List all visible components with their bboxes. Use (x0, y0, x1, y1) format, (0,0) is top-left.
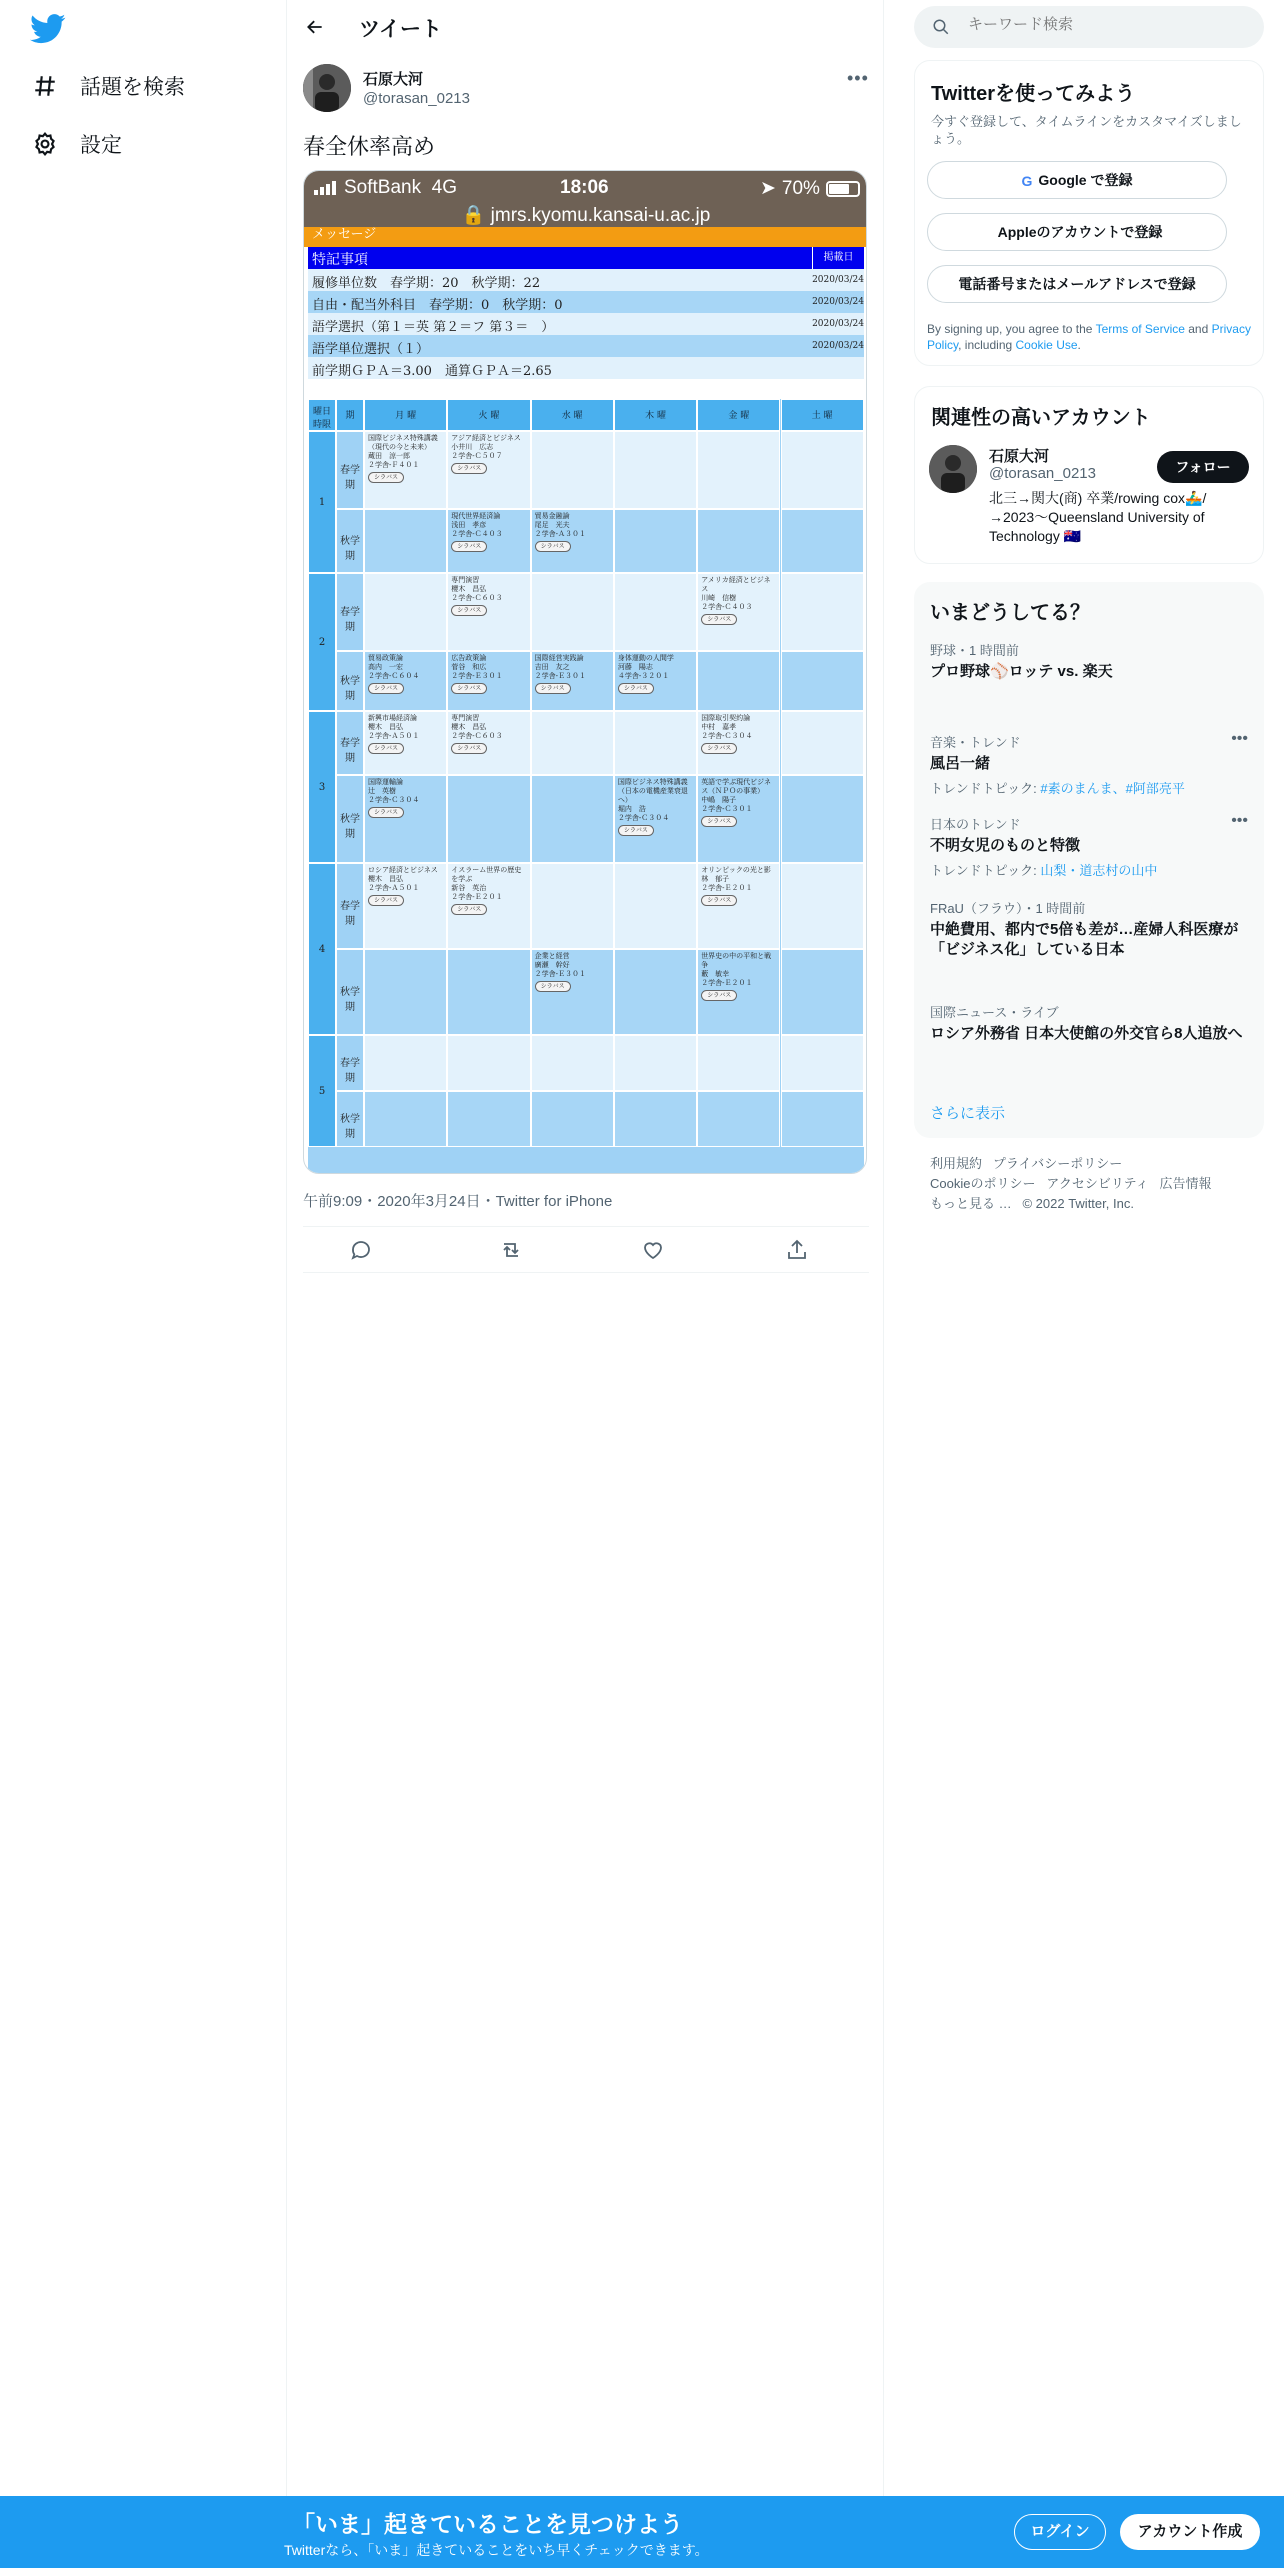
page-title: ツイート (359, 18, 442, 41)
timetable-day-header: 木 曜 (614, 399, 697, 431)
notice-row (308, 357, 864, 379)
course-text: アジア経済とビジネス 小井川 広志 ２学舎-Ｃ５０７ (451, 434, 521, 460)
left-nav (0, 0, 286, 2568)
notice-header (308, 247, 864, 269)
trend-topic-link[interactable]: 山梨・道志村の山中 (1040, 863, 1158, 878)
course-cell[interactable] (447, 863, 530, 949)
footer-privacy[interactable]: プライバシーポリシー (992, 1156, 1123, 1171)
course-text: イスラーム世界の歴史を学ぶ 新谷 英治 ２学舎-Ｅ２０１ (451, 866, 522, 901)
notice-date-header: 掲載日 (812, 247, 864, 269)
timetable-term: 秋学期 (336, 509, 364, 573)
trend-more-icon[interactable]: ••• (1231, 730, 1248, 747)
notice-text: 語学選択（第１＝英 第２＝フ 第３＝ ） (312, 320, 555, 335)
related-handle[interactable]: @torasan_0213 (989, 465, 1096, 482)
show-more-link[interactable]: さらに表示 (930, 1105, 1006, 1122)
timetable-slot[interactable] (447, 775, 530, 863)
timetable-day-header: 月 曜 (364, 399, 447, 431)
timetable-term: 春学期 (336, 863, 364, 949)
course-cell[interactable] (614, 651, 697, 711)
share-icon[interactable] (785, 1238, 809, 1262)
footer-copyright: © 2022 Twitter, Inc. (1022, 1196, 1134, 1211)
timetable-slot[interactable] (364, 1091, 447, 1147)
signup-button[interactable]: アカウント作成 (1120, 2514, 1260, 2550)
back-button[interactable] (301, 13, 329, 41)
timetable-period: 1 (308, 431, 336, 573)
notice-date (812, 357, 864, 379)
course-cell[interactable] (364, 711, 447, 775)
syllabus-button[interactable]: シラバス (451, 743, 487, 754)
bottom-signup-bar (0, 2496, 1284, 2568)
footer-terms[interactable]: 利用規約 (930, 1156, 983, 1171)
timetable-slot[interactable] (364, 949, 447, 1035)
author-name[interactable]: 石原大河 (363, 71, 424, 88)
syllabus-button[interactable]: シラバス (701, 895, 737, 906)
timetable-slot[interactable] (781, 431, 864, 509)
trend-name: 不明女児のものと特徴 (930, 837, 1081, 854)
notice-date: 2020/03/24 (812, 275, 864, 285)
timetable-slot[interactable] (697, 509, 780, 573)
battery-level: 70% (781, 177, 820, 199)
trend-item[interactable] (930, 640, 1250, 682)
related-title: 関連性の高いアカウント (931, 407, 1151, 429)
course-text: 国際経営実践論 吉田 友之 ２学舎-Ｅ３０１ (534, 654, 586, 680)
course-cell[interactable] (531, 949, 614, 1035)
course-text: 現代世界経済論 浅田 孝彦 ２学舎-Ｃ４０３ (451, 512, 503, 538)
trend-topic-prefix: トレンドトピック: (930, 863, 1041, 878)
timetable-day-header: 火 曜 (447, 399, 530, 431)
trend-context: 野球・1 時間前 (930, 643, 1019, 658)
course-cell[interactable] (364, 863, 447, 949)
timetable-slot[interactable] (781, 1091, 864, 1147)
syllabus-button[interactable]: シラバス (535, 981, 571, 992)
tweet-image[interactable] (303, 170, 867, 1174)
syllabus-button[interactable]: シラバス (451, 541, 487, 552)
course-cell[interactable] (614, 775, 697, 863)
notice-date: 2020/03/24 (812, 341, 864, 351)
apple-signup-button[interactable] (927, 213, 1227, 251)
course-cell[interactable] (697, 863, 780, 949)
trend-topic (930, 860, 1250, 879)
course-text: 身体運動の人間学 河藤 陽志 ４学舎-３２０１ (617, 654, 674, 680)
related-bio: 北三→関大(商) 卒業/rowing cox🚣‍♂️/→2023〜Queensland University of Technology 🇦🇺 (989, 490, 1207, 544)
syllabus-button[interactable]: シラバス (368, 807, 404, 818)
google-icon: G (1021, 173, 1033, 190)
timetable-slot[interactable] (781, 775, 864, 863)
notice-date: 2020/03/24 (812, 297, 864, 307)
timetable-slot[interactable] (447, 1035, 530, 1091)
timetable-slot[interactable] (781, 1035, 864, 1091)
footer-cookie[interactable]: Cookieのポリシー (930, 1176, 1036, 1191)
timetable-slot[interactable] (531, 863, 614, 949)
course-text: 新興市場経済論 櫻木 昌弘 ２学舎-Ａ５０１ (368, 714, 420, 740)
course-cell[interactable] (447, 711, 530, 775)
signup-title: Twitterを使ってみよう (931, 83, 1136, 105)
timetable-slot[interactable] (697, 1035, 780, 1091)
timetable-slot[interactable] (364, 509, 447, 573)
timetable-corner: 曜日 時限 (308, 399, 336, 431)
course-cell[interactable] (697, 949, 780, 1035)
syllabus-button[interactable]: シラバス (368, 895, 404, 906)
course-cell[interactable] (447, 573, 530, 651)
trend-context: 音楽・トレンド (930, 735, 1021, 750)
notice-text: 自由・配当外科目 春学期：0 秋学期：0 (312, 298, 563, 313)
network-label: 4G (431, 177, 458, 198)
tweet-meta: 午前9:09・2020年3月24日・Twitter for iPhone (303, 1193, 613, 1210)
timetable-slot[interactable] (531, 431, 614, 509)
trend-name: 風呂一緒 (930, 755, 991, 772)
notice-text: 履修単位数 春学期：20 秋学期：22 (312, 276, 541, 291)
right-sidebar (884, 0, 1284, 2568)
course-cell[interactable] (364, 431, 447, 509)
more-options-icon[interactable]: ••• (847, 68, 869, 88)
phone-signup-button[interactable] (927, 265, 1227, 303)
retweet-icon[interactable] (499, 1238, 523, 1262)
notice-row (308, 313, 864, 335)
trend-name: 中絶費用、都内で5倍も差が…産婦人科医療が「ビジネス化」している日本 (930, 921, 1239, 958)
course-text: 世界史の中の平和と戦争 藪 敏幸 ２学舎-Ｅ２０１ (701, 952, 772, 987)
timetable-slot[interactable] (447, 949, 530, 1035)
trend-name: プロ野球⚾ロッテ vs. 楽天 (930, 663, 1113, 680)
timetable-slot[interactable] (364, 1035, 447, 1091)
trend-topic (930, 778, 1250, 797)
legal-and: and (1184, 322, 1212, 336)
timetable-slot[interactable] (531, 775, 614, 863)
notice-row (308, 269, 864, 291)
notice-text: 前学期ＧＰＡ＝3.00 通算ＧＰＡ＝2.65 (312, 364, 552, 379)
phone-signup-label: 電話番号またはメールアドレスで登録 (958, 276, 1196, 292)
tweet-actions (303, 1228, 869, 1272)
hashtag-icon (32, 73, 58, 99)
reply-icon[interactable] (349, 1238, 373, 1262)
syllabus-button[interactable]: シラバス (701, 990, 737, 1001)
course-text: 企業と経営 廣瀬 幹好 ２学舎-Ｅ３０１ (534, 952, 586, 978)
follow-button[interactable]: フォロー (1157, 451, 1249, 483)
notice-title: 特記事項 (312, 252, 368, 268)
course-text: 国際ビジネス特殊講義 （日本の電機産業衰退へ） 堀内 浩 ２学舎-Ｃ３０４ (617, 778, 688, 822)
nav-settings[interactable] (32, 124, 122, 164)
trend-item[interactable] (930, 1002, 1250, 1044)
syllabus-button[interactable]: シラバス (535, 541, 571, 552)
course-text: ロシア経済とビジネス 櫻木 昌弘 ２学舎-Ａ５０１ (368, 866, 438, 892)
related-name[interactable]: 石原大河 (989, 448, 1050, 465)
legal-including: , including (958, 338, 1016, 352)
signup-subtitle: 今すぐ登録して、タイムラインをカスタマイズしましょう。 (931, 114, 1242, 146)
notice-row (308, 335, 864, 357)
timetable-term: 秋学期 (336, 651, 364, 711)
status-time: 18:06 (560, 177, 609, 198)
timetable-term: 春学期 (336, 1035, 364, 1091)
timetable-slot[interactable] (531, 573, 614, 651)
timetable-slot[interactable] (614, 1035, 697, 1091)
google-signup-button[interactable] (927, 161, 1227, 199)
syllabus-button[interactable]: シラバス (451, 605, 487, 616)
timetable-slot[interactable] (697, 1091, 780, 1147)
course-cell[interactable] (364, 651, 447, 711)
terms-link[interactable]: Terms of Service (1095, 322, 1185, 336)
syllabus-button[interactable]: シラバス (368, 743, 404, 754)
trend-context: 日本のトレンド (930, 817, 1021, 832)
timetable-period: 2 (308, 573, 336, 711)
url-label: jmrs.kyomu.kansai-u.ac.jp (490, 205, 711, 226)
course-text: 専門演習 櫻木 昌弘 ２学舎-Ｃ６０３ (451, 576, 503, 602)
timetable-term: 秋学期 (336, 775, 364, 863)
bottom-bar-title: 「いま」起きていることを見つけよう (292, 2511, 683, 2537)
timetable-slot[interactable] (781, 509, 864, 573)
trends-card (914, 582, 1264, 1138)
trend-topic-prefix: トレンドトピック: (930, 781, 1041, 796)
course-text: 英語で学ぶ現代ビジネス（ＮＰＯの事業） 中嶋 陽子 ２学舎-Ｃ３０１ (701, 778, 771, 813)
timetable-slot[interactable] (531, 1035, 614, 1091)
timetable-period: 4 (308, 863, 336, 1035)
timetable-slot[interactable] (364, 573, 447, 651)
timetable-slot[interactable] (781, 651, 864, 711)
cookie-link[interactable]: Cookie Use (1015, 338, 1078, 352)
syllabus-button[interactable]: シラバス (451, 904, 487, 915)
apple-signup-label: Appleのアカウントで登録 (997, 224, 1163, 240)
course-cell[interactable] (447, 509, 530, 573)
syllabus-button[interactable]: シラバス (451, 463, 487, 474)
course-text: 貿易政策論 高内 一宏 ２学舎-Ｃ６０４ (368, 654, 420, 680)
course-text: オリンピックの光と影 林 郁子 ２学舎-Ｅ２０１ (701, 866, 771, 892)
nav-explore[interactable] (32, 66, 185, 106)
location-icon: ➤ (760, 178, 776, 199)
nav-explore-label: 話題を検索 (80, 76, 185, 99)
timetable-term: 秋学期 (336, 949, 364, 1035)
timetable-slot[interactable] (781, 949, 864, 1035)
main-column (286, 0, 884, 2568)
arrow-left-icon (305, 17, 325, 37)
trend-item[interactable] (930, 814, 1250, 879)
timetable-slot[interactable] (614, 949, 697, 1035)
trend-item[interactable] (930, 898, 1250, 960)
divider (303, 1226, 869, 1227)
search-icon (932, 18, 950, 36)
timetable-term: 秋学期 (336, 1091, 364, 1147)
trend-item[interactable] (930, 732, 1250, 797)
signup-card (914, 60, 1264, 366)
lock-icon: 🔒 (461, 205, 486, 226)
timetable-slot[interactable] (697, 431, 780, 509)
like-icon[interactable] (641, 1238, 665, 1262)
timetable-slot[interactable] (781, 863, 864, 949)
tweet-text: 春全休率高め (303, 134, 436, 159)
course-cell[interactable] (364, 775, 447, 863)
course-cell[interactable] (697, 711, 780, 775)
course-text: 専門演習 櫻木 昌弘 ２学舎-Ｃ６０３ (451, 714, 503, 740)
course-cell[interactable] (531, 651, 614, 711)
gear-icon (32, 131, 58, 157)
syllabus-button[interactable]: シラバス (368, 683, 404, 694)
timetable-slot[interactable] (614, 573, 697, 651)
phone-status-bar (304, 171, 867, 227)
timetable (308, 399, 864, 1174)
syllabus-button[interactable]: シラバス (618, 683, 654, 694)
course-text: 貿易金融論 尾足 光夫 ２学舎-Ａ３０１ (534, 512, 586, 538)
course-cell[interactable] (531, 509, 614, 573)
timetable-term: 春学期 (336, 711, 364, 775)
syllabus-button[interactable]: シラバス (535, 683, 571, 694)
footer-links (930, 1154, 1260, 1214)
syllabus-button[interactable]: シラバス (618, 825, 654, 836)
timetable-period: 5 (308, 1035, 336, 1147)
related-avatar[interactable] (929, 445, 977, 493)
syllabus-button[interactable]: シラバス (701, 614, 737, 625)
legal-end: . (1077, 338, 1081, 352)
author-handle[interactable]: @torasan_0213 (363, 90, 470, 107)
divider (303, 1272, 869, 1273)
trend-context: FRaU（フラウ）・1 時間前 (930, 901, 1086, 916)
timetable-term: 春学期 (336, 431, 364, 509)
course-cell[interactable] (447, 651, 530, 711)
timetable-slot[interactable] (531, 711, 614, 775)
timetable-slot[interactable] (697, 651, 780, 711)
timetable-slot[interactable] (614, 1091, 697, 1147)
course-text: 広告政策論 菅谷 和広 ２学舎-Ｅ３０１ (451, 654, 503, 680)
timetable-day-header: 水 曜 (531, 399, 614, 431)
timetable-slot[interactable] (614, 431, 697, 509)
footer-accessibility[interactable]: アクセシビリティ (1046, 1176, 1149, 1191)
tweet-header (287, 0, 885, 54)
course-cell[interactable] (447, 431, 530, 509)
syllabus-button[interactable]: シラバス (451, 683, 487, 694)
syllabus-button[interactable]: シラバス (701, 816, 737, 827)
privacy-link[interactable]: Privacy Policy (927, 322, 1251, 352)
course-text: アメリカ経済とビジネス 川崎 信樹 ２学舎-Ｃ４０３ (701, 576, 771, 611)
legal-text (927, 321, 1257, 353)
legal-prefix: By signing up, you agree to the (927, 322, 1096, 336)
trend-context: 国際ニュース・ライブ (930, 1005, 1059, 1020)
timetable-slot[interactable] (614, 509, 697, 573)
course-text: 国際運輸論 辻 英樹 ２学舎-Ｃ３０４ (368, 778, 420, 804)
trend-topic-link[interactable]: #素のまんま、#阿部亮平 (1040, 781, 1185, 796)
course-cell[interactable] (697, 573, 780, 651)
timetable-term: 春学期 (336, 573, 364, 651)
timetable-slot[interactable] (614, 711, 697, 775)
trends-title: いまどうしてる？ (930, 602, 1090, 624)
nav-settings-label: 設定 (80, 134, 122, 157)
google-signup-label: Google で登録 (1038, 172, 1133, 188)
timetable-slot[interactable] (531, 1091, 614, 1147)
timetable-slot[interactable] (781, 573, 864, 651)
carrier-label: SoftBank (344, 177, 422, 198)
message-bar: メッセージ (304, 227, 867, 247)
search-box[interactable] (914, 6, 1264, 48)
course-text: 国際取引契約論 中村 嘉孝 ２学舎-Ｃ３０４ (701, 714, 753, 740)
footer-ads[interactable]: 広告情報 (1159, 1176, 1212, 1191)
course-text: 国際ビジネス特殊講義 （現代の今と未来） 蔵田 涼一郎 ２学舎-Ｆ４０１ (368, 434, 438, 469)
timetable-day-header: 金 曜 (697, 399, 780, 431)
login-button[interactable]: ログイン (1014, 2514, 1106, 2550)
bottom-bar-subtitle: Twitterなら、「いま」起きていることをいち早くチェックできます。 (284, 2542, 709, 2558)
timetable-slot[interactable] (781, 711, 864, 775)
trend-name: ロシア外務省 日本大使館の外交官ら8人追放へ (930, 1025, 1243, 1042)
timetable-slot[interactable] (447, 1091, 530, 1147)
trend-more-icon[interactable]: ••• (1231, 812, 1248, 829)
notice-row (308, 291, 864, 313)
syllabus-button[interactable]: シラバス (368, 472, 404, 483)
signal-icon (314, 181, 336, 195)
timetable-slot[interactable] (614, 863, 697, 949)
notice-text: 語学単位選択（１） (312, 342, 430, 357)
notice-date: 2020/03/24 (812, 319, 864, 329)
battery-icon (826, 181, 860, 197)
syllabus-button[interactable]: シラバス (701, 743, 737, 754)
footer-more[interactable]: もっと見る … (930, 1196, 1012, 1211)
timetable-day-header: 土 曜 (781, 399, 864, 431)
timetable-period: 3 (308, 711, 336, 863)
timetable-term-header: 期 (336, 399, 364, 431)
search-input[interactable] (968, 16, 1248, 33)
twitter-logo-icon[interactable] (30, 14, 66, 44)
author-avatar[interactable] (303, 64, 351, 112)
related-accounts-card (914, 386, 1264, 564)
course-cell[interactable] (697, 775, 780, 863)
